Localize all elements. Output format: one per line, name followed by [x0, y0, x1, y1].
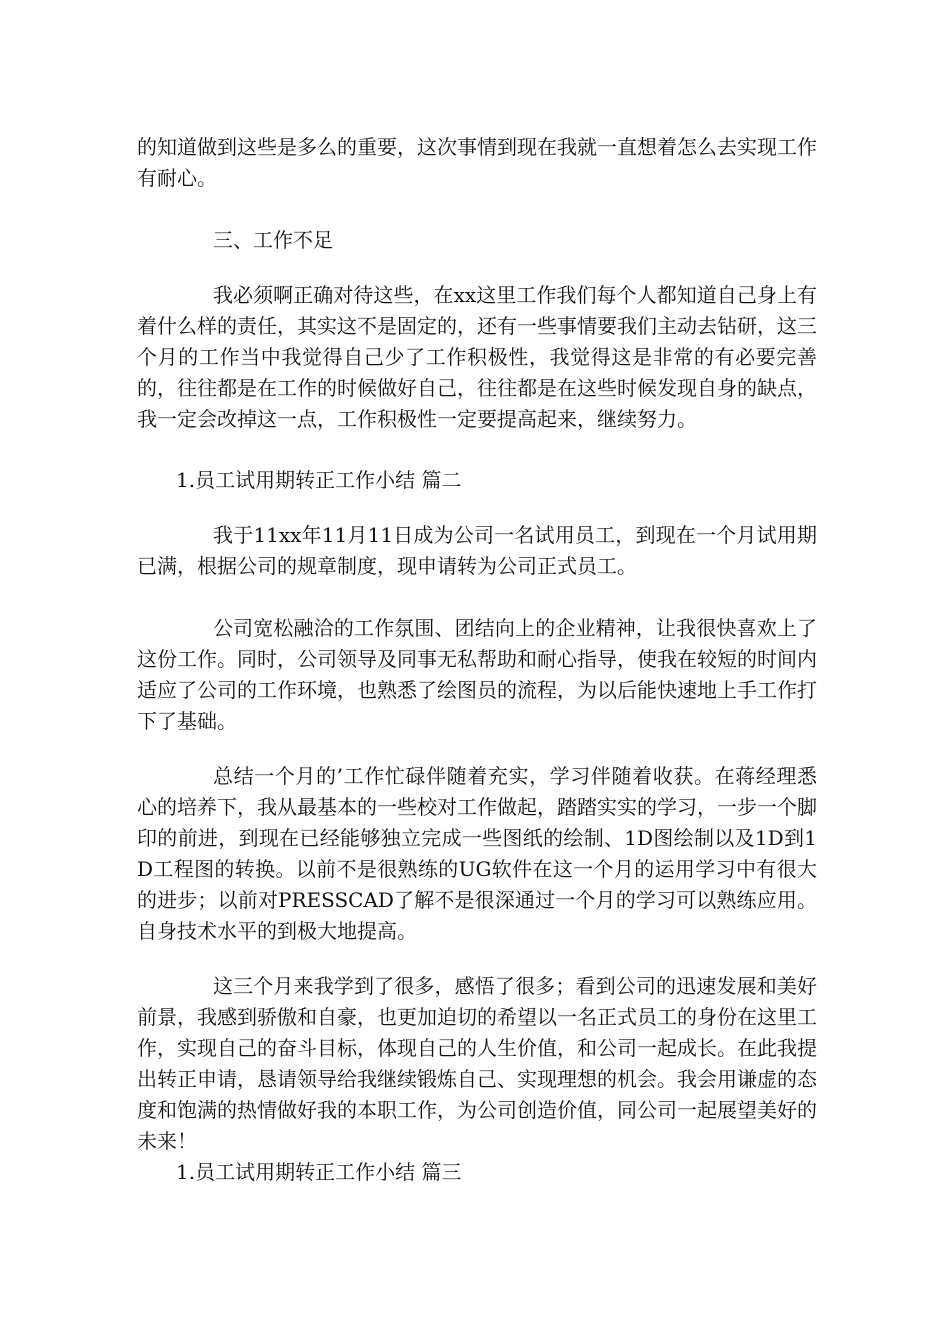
paragraph-continuation: 的知道做到这些是多么的重要，这次事情到现在我就一直想着怎么去实现工作有耐心。 [137, 135, 817, 190]
paragraph-company-atmosphere: 公司宽松融洽的工作氛围、团结向上的企业精神，让我很快喜欢上了这份工作。同时，公司领导及同事无私帮助和耐心指导，使我在较短的时间内适应了公司的工作环境，也熟悉了绘图员的流程，为以后能快速地上手工作打下了基础。 [137, 616, 817, 733]
paragraph-probation-start: 我于11xx年11月11日成为公司一名试用员工，到现在一个月试用期已满，根据公司的规章制度，现申请转为公司正式员工。 [137, 523, 817, 578]
article-heading-part-three: 1.员工试用期转正工作小结 篇三 [176, 1160, 462, 1184]
section-heading-work-shortcomings: 三、工作不足 [213, 228, 333, 252]
article-heading-part-two: 1.员工试用期转正工作小结 篇二 [176, 468, 462, 492]
paragraph-monthly-summary: 总结一个月的’工作忙碌伴随着充实，学习伴随着收获。在蒋经理悉心的培养下，我从最基本的一些校对工作做起，踏踏实实的学习，一步一个脚印的前进，到现在已经能够独立完成一些图纸的绘制、1D图绘制以及1D到1D工程图的转换。以前不是很熟练的UG软件在这一个月的运用学习中有很大的进步；以前对PRESSCAD了解不是很深通过一个月的学习可以熟练应用。自身技术水平的到极大地提高。 [137, 764, 817, 943]
paragraph-application: 这三个月来我学到了很多，感悟了很多；看到公司的迅速发展和美好前景，我感到骄傲和自豪，也更加迫切的希望以一名正式员工的身份在这里工作，实现自己的奋斗目标，体现自己的人生价值，和公司一起成长。在此我提出转正申请，恳请领导给我继续锻炼自己、实现理想的机会。我会用谦虚的态度和饱满的热情做好我的本职工作，为公司创造价值，同公司一起展望美好的未来！ [137, 974, 817, 1153]
paragraph-shortcomings: 我必须啊正确对待这些，在xx这里工作我们每个人都知道自己身上有着什么样的责任，其实这不是固定的，还有一些事情要我们主动去钻研，这三个月的工作当中我觉得自己少了工作积极性，我觉得这是非常的有必要完善的，往往都是在工作的时候做好自己，往往都是在这些时候发现自身的缺点，我一定会改掉这一点，工作积极性一定要提高起来，继续努力。 [137, 283, 817, 431]
